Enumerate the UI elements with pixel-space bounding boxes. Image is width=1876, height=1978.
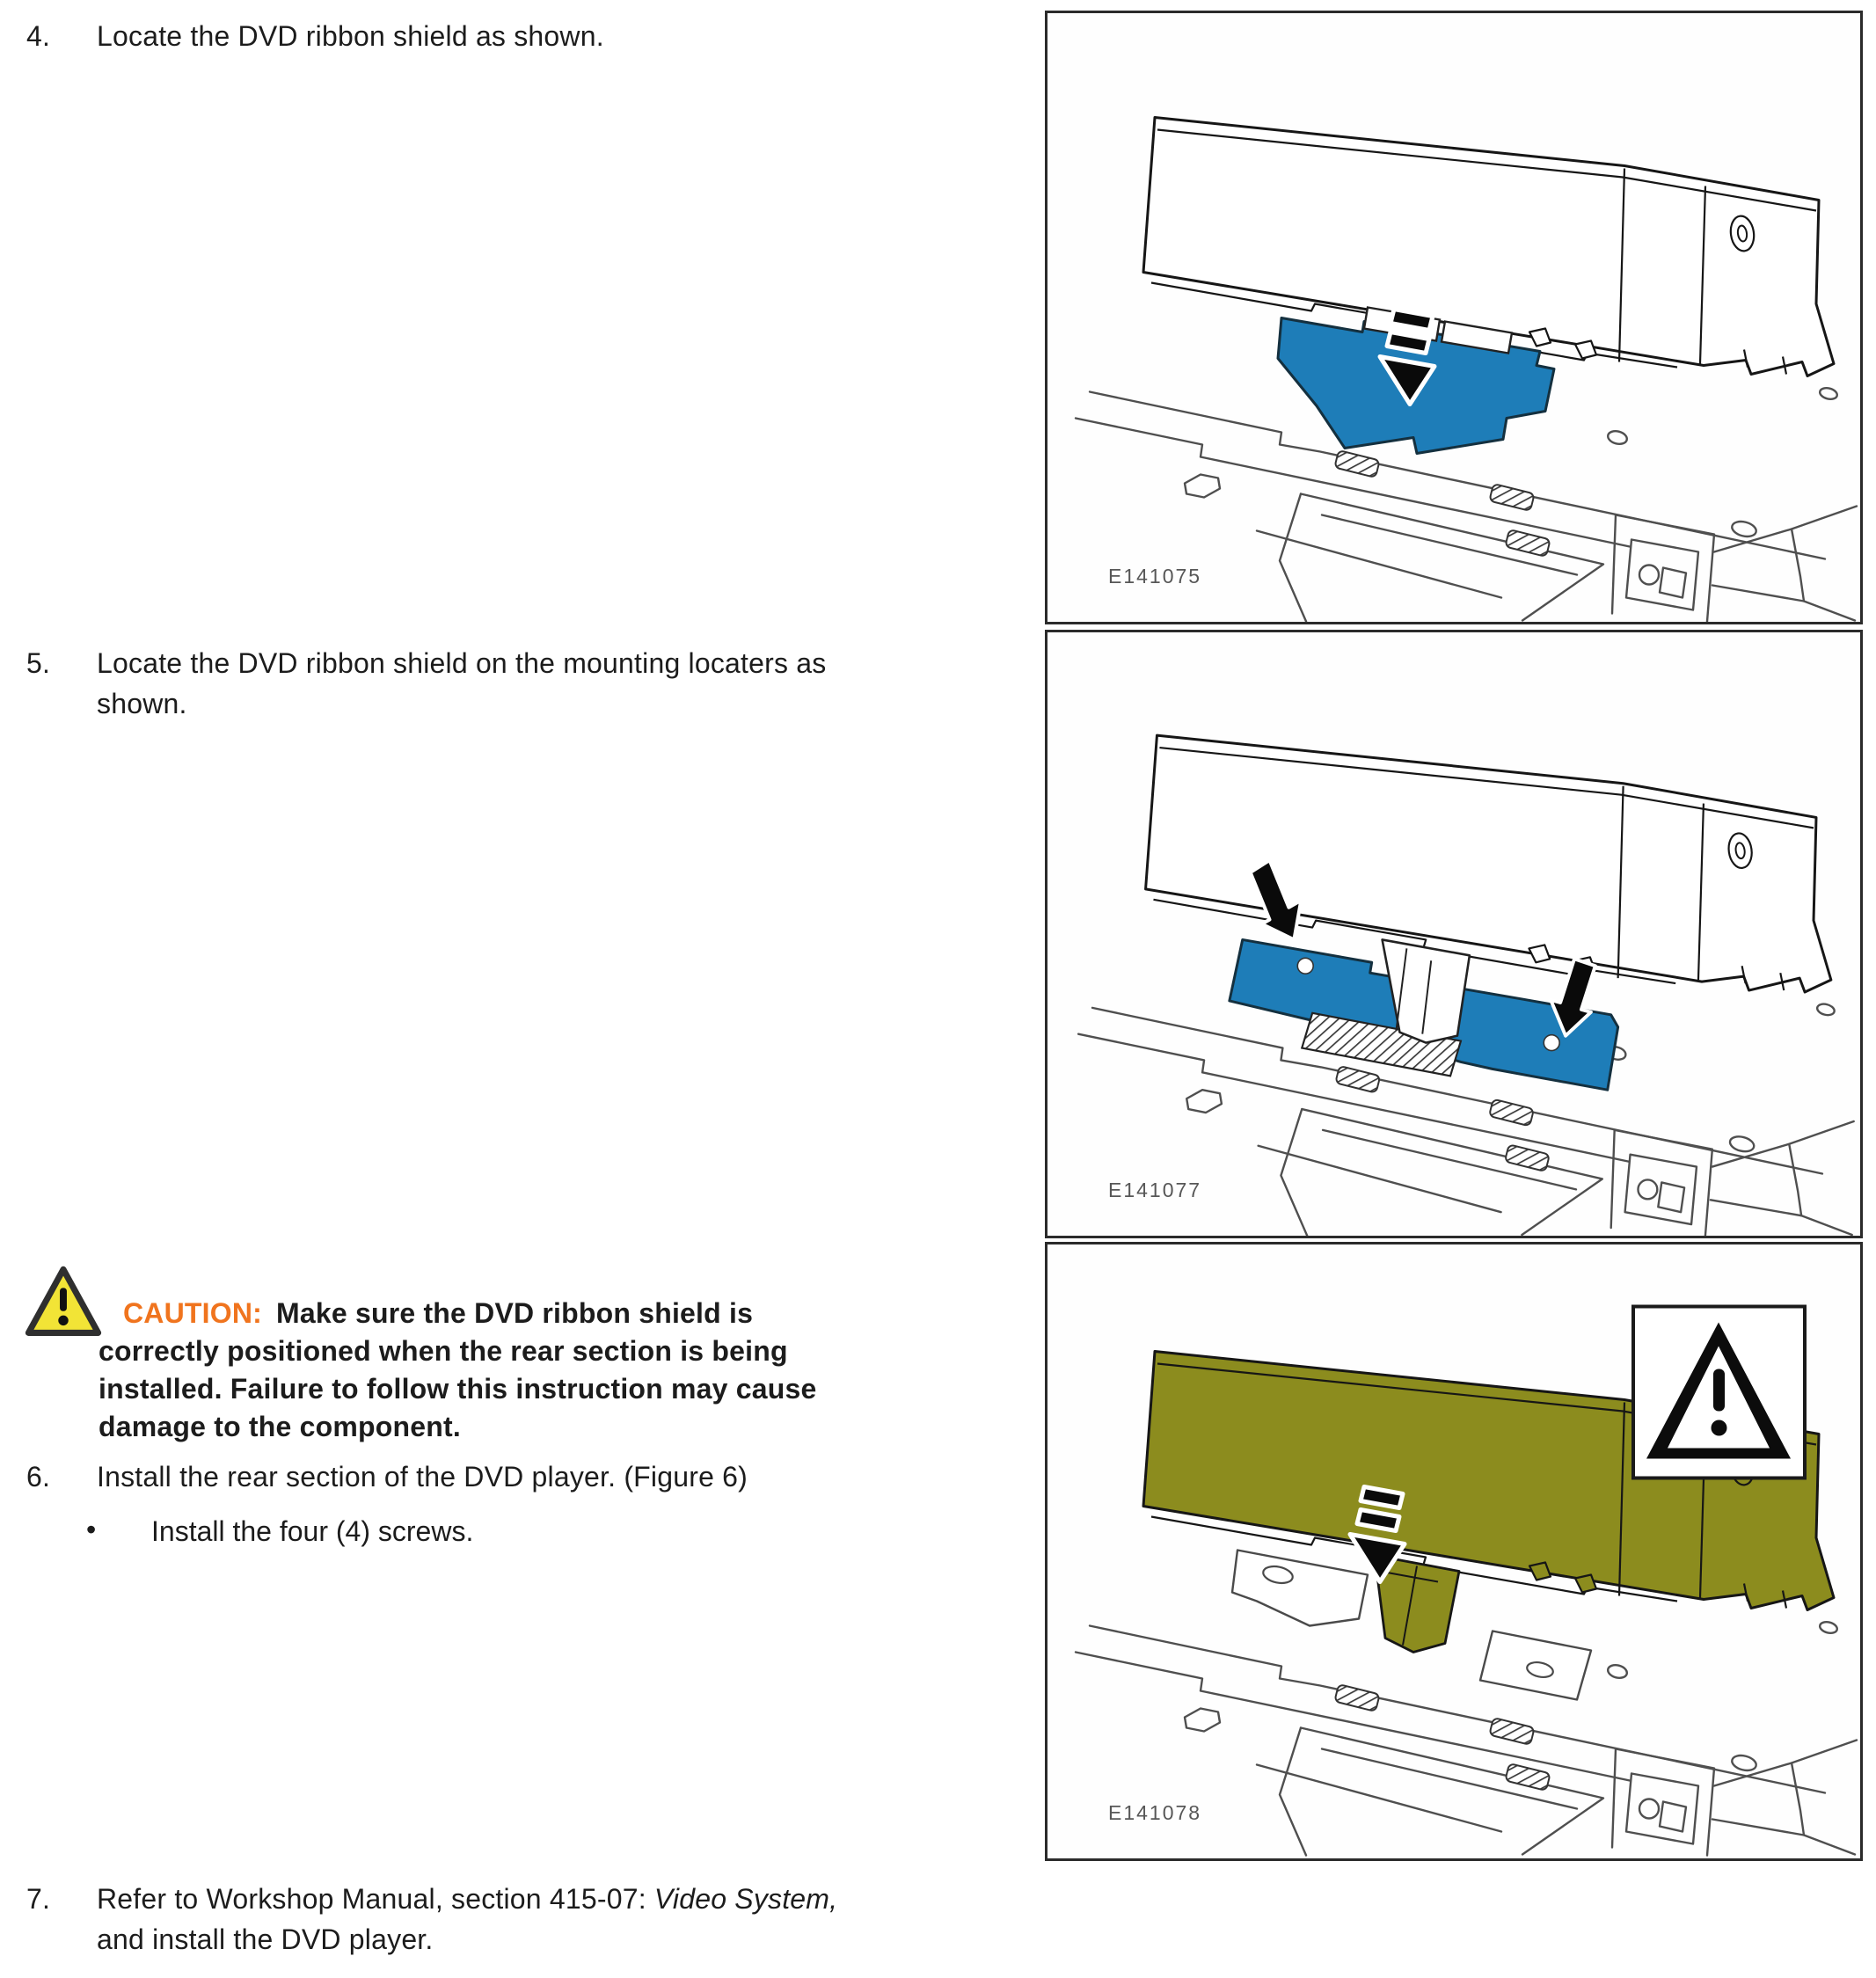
bullet-marker: •: [86, 1514, 97, 1545]
figure-3-illustration: [1047, 1244, 1860, 1858]
step-5-text-line2: shown.: [97, 688, 187, 719]
step-6-number: 6.: [26, 1461, 51, 1493]
figure-2-illustration: [1047, 632, 1860, 1236]
caution-line-1: [99, 1295, 1040, 1332]
figure-3-code: E141078: [1108, 1801, 1202, 1824]
locater-dot-right: [1544, 1035, 1559, 1051]
caution-line-3: installed. Failure to follow this instruction may cause: [99, 1373, 817, 1405]
figure-1-dvd-ribbon-shield-location: [1045, 11, 1863, 624]
step-7-text-line1: Refer to Workshop Manual, section 415-07: Video System,: [97, 1883, 838, 1915]
figure-3-install-rear-section: [1045, 1242, 1863, 1861]
caution-line-4: damage to the component.: [99, 1411, 461, 1442]
locater-dot-left: [1297, 958, 1313, 974]
step-6-bullet-text: Install the four (4) screws.: [151, 1515, 474, 1547]
figure-2-shield-on-mounting-locaters: [1045, 630, 1863, 1238]
step-7-text-line2: and install the DVD player.: [97, 1923, 434, 1955]
warning-triangle-icon: [1633, 1307, 1805, 1478]
caution-note: [99, 1295, 1040, 1446]
caution-label: CAUTION:: [123, 1297, 263, 1329]
step-7-number: 7.: [26, 1883, 51, 1915]
step-6-text: Install the rear section of the DVD player. (Figure 6): [97, 1461, 748, 1493]
caution-warning-icon: [25, 1264, 102, 1343]
figure-1-illustration: [1047, 13, 1860, 622]
step-7-italic-reference: Video System,: [653, 1883, 838, 1915]
caution-text-1: Make sure the DVD ribbon shield is: [276, 1297, 754, 1329]
step-6-bullet: [86, 1511, 473, 1551]
step-4-number: 4.: [26, 20, 51, 52]
step-5-text-line1: Locate the DVD ribbon shield on the mounting locaters as: [97, 647, 827, 679]
step-4: [26, 16, 604, 56]
figure-2-code: E141077: [1108, 1179, 1202, 1201]
step-4-text: Locate the DVD ribbon shield as shown.: [97, 20, 604, 52]
figure-1-code: E141075: [1108, 565, 1202, 588]
step-6: [26, 1456, 748, 1497]
step-7: [26, 1879, 837, 1960]
caution-line-2: correctly positioned when the rear section is being: [99, 1335, 788, 1367]
step-5: [26, 643, 826, 724]
step-5-number: 5.: [26, 647, 51, 679]
